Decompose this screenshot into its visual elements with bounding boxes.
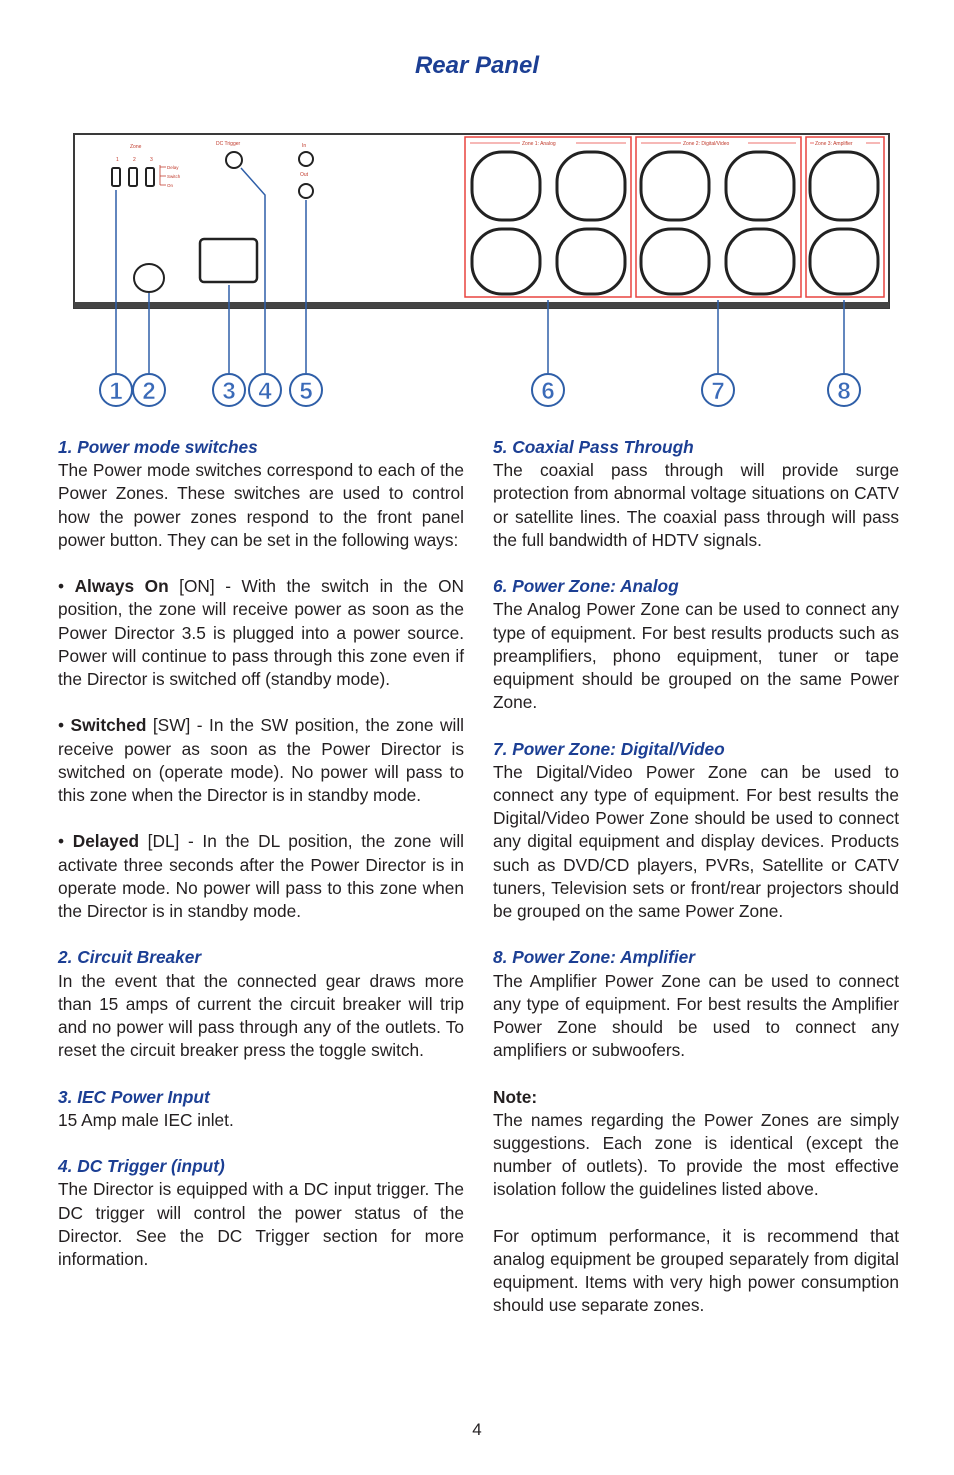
right-column bbox=[493, 436, 899, 1318]
switch-position-delay: Delay bbox=[167, 165, 179, 170]
callout-1: 1 bbox=[109, 378, 123, 405]
power-mode-switch-1 bbox=[112, 168, 120, 186]
outlet-z2-c bbox=[641, 229, 709, 294]
left-column bbox=[58, 436, 464, 1294]
switch-position-switch: Switch bbox=[167, 174, 181, 179]
section-coaxial-pass-through bbox=[493, 436, 899, 552]
section-body: In the event that the connected gear draws more than 15 amps of current the circuit breaker will trip and no power will pass through any of the outlets. To reset the circuit breaker press the toggle switch. bbox=[58, 970, 464, 1061]
section-heading: 7. Power Zone: Digital/Video bbox=[493, 738, 725, 759]
callout-6: 6 bbox=[541, 378, 555, 405]
outlet-z2-d bbox=[726, 229, 794, 294]
section-power-mode-switches bbox=[58, 436, 464, 552]
section-heading: 8. Power Zone: Amplifier bbox=[493, 947, 695, 968]
dc-trigger-jack bbox=[226, 152, 242, 168]
section-note bbox=[493, 1086, 899, 1202]
iec-power-inlet bbox=[200, 239, 257, 282]
page-number: 4 bbox=[472, 1420, 482, 1439]
coax-out-label: Out bbox=[300, 172, 309, 178]
bullet-term: Always On bbox=[74, 576, 169, 597]
note-body: The names regarding the Power Zones are simply suggestions. Each zone is identical (except the number of outlets). To provide the most effective isolation follow the guidelines listed above. bbox=[493, 1109, 899, 1200]
closing-paragraph: For optimum performance, it is recommend that analog equipment be grouped separately from digital equipment. Items with very high power consumption should use separate zones. bbox=[493, 1225, 899, 1316]
outlet-z1-b bbox=[557, 152, 625, 220]
section-heading: 4. DC Trigger (input) bbox=[58, 1156, 225, 1177]
bullet-text: [ON] - With the switch in the ON position, the zone will receive power as soon as the Power Director 3.5 is plugged into a power source. Power will continue to pass through this zone even if the Director is switched off (standby mode). bbox=[58, 576, 465, 690]
callout-3: 3 bbox=[222, 378, 236, 405]
bullet-delayed bbox=[58, 830, 464, 923]
zone-2-label: Zone 2: Digital/Video bbox=[683, 141, 730, 147]
section-heading: 3. IEC Power Input bbox=[58, 1086, 210, 1107]
zone-number-2: 2 bbox=[133, 157, 136, 163]
section-iec-power-input bbox=[58, 1086, 464, 1132]
section-dc-trigger bbox=[58, 1155, 464, 1271]
section-body: The Amplifier Power Zone can be used to connect any type of equipment. For best results the Amplifier Power Zone should be used to connect any amplifiers or subwoofers. bbox=[493, 970, 899, 1061]
bullet-term: Switched bbox=[70, 715, 147, 736]
section-heading: 1. Power mode switches bbox=[58, 437, 258, 457]
coax-out-jack bbox=[299, 184, 313, 198]
section-power-zone-amplifier bbox=[493, 946, 899, 1062]
section-body: The Digital/Video Power Zone can be used to connect any type of equipment. For best results the Digital/Video Power Zone should be used to connect any digital equipment and display devices. Products such as DVD/CD players, PVRs, Satellite or CATV tuners, Television sets or front/rear projectors should be grouped on the same Power Zone. bbox=[493, 761, 899, 922]
outlet-z2-b bbox=[726, 152, 794, 220]
bullet-mark: • bbox=[58, 715, 65, 736]
outlet-z1-a bbox=[472, 152, 540, 220]
outlet-z2-a bbox=[641, 152, 709, 220]
zone-number-1: 1 bbox=[116, 157, 119, 163]
section-heading: 2. Circuit Breaker bbox=[58, 947, 202, 968]
callout-8: 8 bbox=[837, 378, 851, 405]
bullet-always-on bbox=[58, 575, 464, 691]
section-heading: 5. Coaxial Pass Through bbox=[493, 437, 694, 457]
section-circuit-breaker bbox=[58, 946, 464, 1062]
section-heading: 6. Power Zone: Analog bbox=[493, 576, 679, 597]
bullet-text: [SW] - In the SW position, the zone will receive power as soon as the Power Director is switched on (operate mode). No power will pass to this zone when the Director is in standby mode. bbox=[58, 715, 464, 806]
outlet-z1-c bbox=[472, 229, 540, 294]
power-mode-switch-3 bbox=[146, 168, 154, 186]
coax-in-jack bbox=[299, 152, 313, 166]
page-title: Rear Panel bbox=[414, 52, 540, 79]
dc-trigger-label: DC Trigger bbox=[216, 141, 241, 147]
bullet-switched bbox=[58, 714, 464, 807]
section-body: The Power mode switches correspond to each of the Power Zones. These switches are used to control how the power zones respond to the front panel power button. They can be set in the following ways: bbox=[58, 460, 464, 550]
callout-2: 2 bbox=[142, 378, 156, 405]
zone-switch-label: Zone bbox=[130, 144, 142, 150]
callout-7: 7 bbox=[711, 378, 725, 405]
zone-number-3: 3 bbox=[150, 157, 153, 163]
bullet-mark: • bbox=[58, 831, 65, 852]
bullet-text: [DL] - In the DL position, the zone will activate three seconds after the Power Director is in operate mode. No power will pass to this zone when the Director is in standby mode. bbox=[58, 831, 465, 922]
section-body: The Director is equipped with a DC input trigger. The DC trigger will control the power status of the Director. See the DC Trigger section for more information. bbox=[58, 1179, 464, 1270]
callout-4: 4 bbox=[258, 378, 272, 405]
bullet-mark: • bbox=[58, 576, 65, 597]
bullet-term: Delayed bbox=[72, 831, 140, 852]
callout-5: 5 bbox=[299, 378, 313, 405]
section-body: 15 Amp male IEC inlet. bbox=[58, 1109, 234, 1130]
rear-panel-diagram bbox=[0, 0, 954, 420]
note-heading: Note: bbox=[493, 1086, 538, 1107]
section-body: The coaxial pass through will provide surge protection from abnormal voltage situations on CATV or satellite lines. The coaxial pass through will pass the full bandwidth of HDTV signals. bbox=[493, 460, 899, 550]
zone-3-label: Zone 3: Amplifier bbox=[815, 141, 853, 147]
zone-1-label: Zone 1: Analog bbox=[522, 141, 556, 147]
section-power-zone-digital-video bbox=[493, 738, 899, 924]
coax-in-label: In bbox=[302, 143, 307, 149]
outlet-z1-d bbox=[557, 229, 625, 294]
rear-panel-base bbox=[74, 302, 889, 308]
circuit-breaker bbox=[134, 264, 164, 292]
power-mode-switch-2 bbox=[129, 168, 137, 186]
section-body: The Analog Power Zone can be used to connect any type of equipment. For best results products such as preamplifiers, phono equipment, tuner or tape equipment should be grouped on the same Power Zone. bbox=[493, 599, 899, 713]
outlet-z3-b bbox=[810, 229, 878, 294]
switch-position-on: On bbox=[167, 183, 174, 188]
outlet-z3-a bbox=[810, 152, 878, 220]
section-power-zone-analog bbox=[493, 575, 899, 714]
